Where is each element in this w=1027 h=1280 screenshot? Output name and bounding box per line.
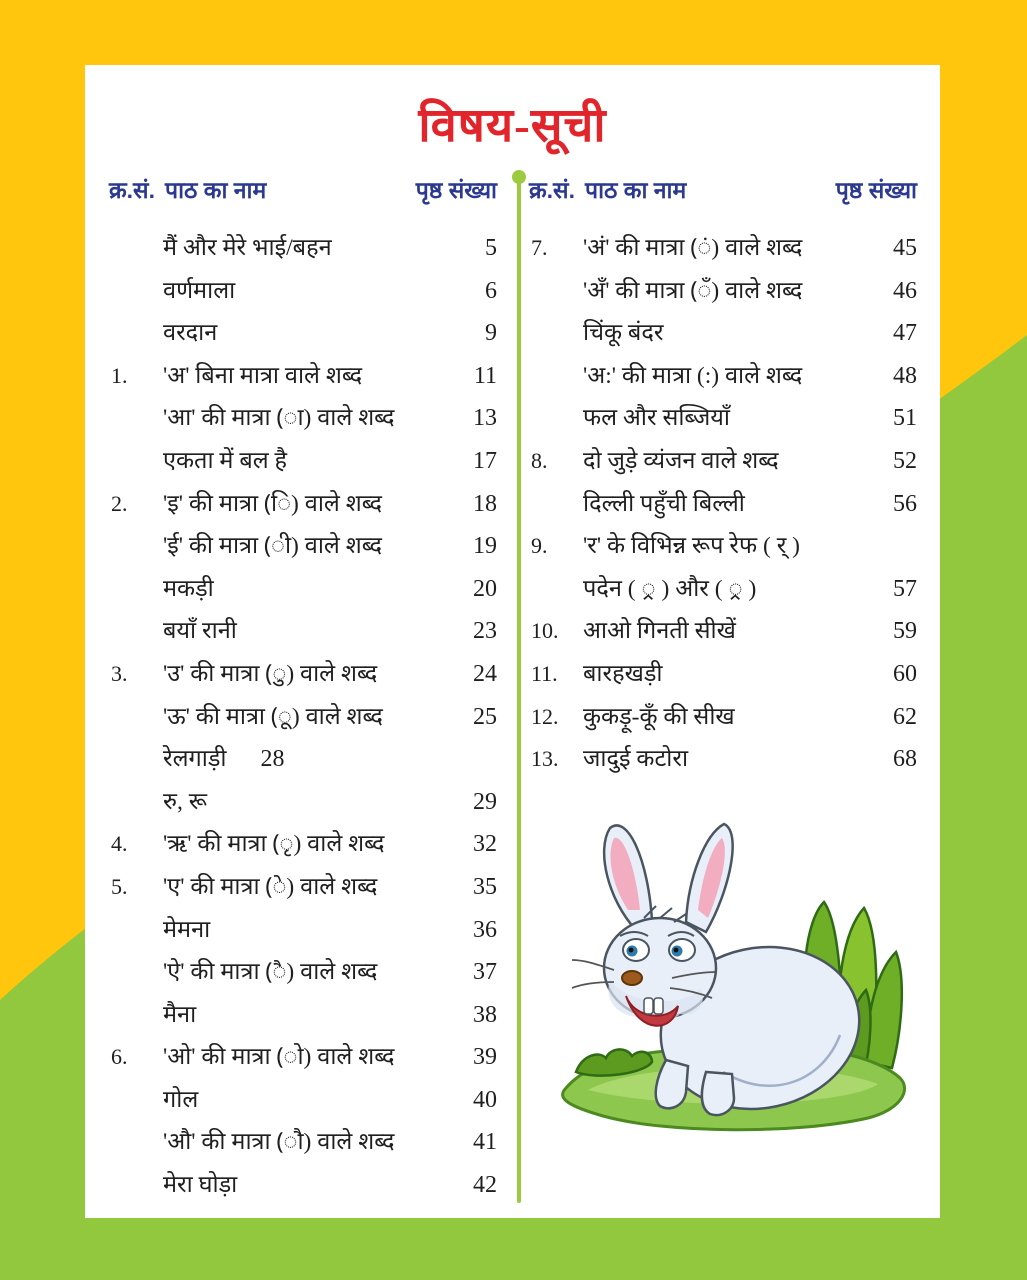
- page-number: 56: [893, 490, 917, 517]
- toc-row: [107, 355, 497, 398]
- lesson-title: मकड़ी: [163, 575, 214, 602]
- lesson-number: 13.: [531, 746, 559, 772]
- toc-row: [107, 994, 497, 1037]
- lesson-title: दिल्ली पहुँची बिल्ली: [583, 490, 745, 517]
- toc-row: [107, 483, 497, 526]
- toc-row: [107, 270, 497, 313]
- header-serial: क्र.सं.: [529, 177, 575, 203]
- header-serial: क्र.सं.: [109, 177, 155, 203]
- toc-row: [107, 823, 497, 866]
- lesson-title: 'ऊ' की मात्रा (ू) वाले शब्द: [163, 703, 383, 730]
- toc-row: [107, 525, 497, 568]
- lesson-title: दो जुड़े व्यंजन वाले शब्द: [583, 447, 779, 474]
- lesson-title: गोल: [163, 1086, 199, 1113]
- lesson-title: 'अ:' की मात्रा (:) वाले शब्द: [583, 362, 803, 389]
- page-number: 46: [893, 277, 917, 304]
- lesson-title: 'ऋ' की मात्रा (ृ) वाले शब्द: [163, 831, 385, 858]
- toc-column-left: [107, 173, 497, 1207]
- lesson-title: 'ए' की मात्रा (े) वाले शब्द: [163, 873, 378, 900]
- toc-row: [107, 781, 497, 824]
- page-number: 39: [473, 1044, 497, 1071]
- page-number: 60: [893, 660, 917, 687]
- lesson-title: बारहखड़ी: [583, 660, 663, 687]
- page-number: 40: [473, 1086, 497, 1113]
- page-number: 59: [893, 618, 917, 645]
- lesson-title: 'ऐ' की मात्रा (ै) वाले शब्द: [163, 959, 378, 986]
- lesson-title: रु, रू: [163, 788, 208, 815]
- toc-column-right: [527, 173, 917, 781]
- page-number: 51: [893, 405, 917, 432]
- page-number: 13: [473, 405, 497, 432]
- page-number: 5: [485, 235, 497, 261]
- lesson-title: आओ गिनती सीखें: [583, 618, 736, 645]
- lesson-number: 7.: [531, 235, 548, 260]
- lesson-number: 8.: [531, 447, 548, 473]
- lesson-title: मैना: [163, 1001, 197, 1028]
- lesson-title: 'अं' की मात्रा (ं) वाले शब्द: [583, 235, 803, 261]
- inline-page-number: 28: [260, 746, 285, 773]
- toc-row: [107, 866, 497, 909]
- lesson-title: जादुई कटोरा: [583, 746, 689, 773]
- toc-row: [107, 397, 497, 440]
- page-number: 36: [473, 916, 497, 943]
- page-number: 25: [473, 703, 497, 730]
- lesson-title: 'र' के विभिन्न रूप रेफ ( र् ): [583, 533, 801, 560]
- page-number: 52: [893, 447, 917, 474]
- toc-row: [527, 440, 917, 483]
- page-number: 18: [473, 490, 497, 517]
- column-divider: [517, 178, 521, 1203]
- page-number: 68: [893, 746, 917, 773]
- toc-row: [107, 1164, 497, 1207]
- lesson-title: मेरा घोड़ा: [163, 1172, 238, 1199]
- toc-row: [107, 909, 497, 952]
- toc-row: [527, 270, 917, 313]
- toc-row: [107, 1036, 497, 1079]
- page-number: 42: [473, 1172, 497, 1199]
- page-number: 37: [473, 959, 497, 986]
- page-number: 38: [473, 1001, 497, 1028]
- lesson-title: 'ई' की मात्रा (ी) वाले शब्द: [163, 533, 383, 560]
- lesson-title: 'इ' की मात्रा (ि) वाले शब्द: [163, 490, 383, 517]
- page-number: 62: [893, 703, 917, 730]
- toc-row: [527, 525, 917, 568]
- page-number: 41: [473, 1129, 497, 1156]
- toc-row: [107, 653, 497, 696]
- lesson-title: 'अँ' की मात्रा (ँ) वाले शब्द: [583, 277, 803, 304]
- page-number: 48: [893, 362, 917, 389]
- page-number: 23: [473, 618, 497, 645]
- toc-row: [527, 568, 917, 611]
- toc-rows: [107, 227, 497, 1207]
- lesson-number: 10.: [531, 618, 559, 644]
- page-number: 45: [893, 235, 917, 261]
- lesson-number: 11.: [531, 660, 558, 686]
- rabbit-nose: [622, 971, 642, 985]
- rabbit-ears: [604, 824, 733, 932]
- toc-row: [107, 568, 497, 611]
- lesson-title: पदेन ( ्र ) और ( ्र ): [583, 575, 757, 602]
- lesson-title: एकता में बल है: [163, 447, 288, 474]
- lesson-title: बयाँ रानी: [163, 618, 237, 645]
- toc-row: [527, 653, 917, 696]
- column-header: [527, 173, 917, 213]
- toc-row: [107, 610, 497, 653]
- toc-row: [107, 312, 497, 355]
- column-header: [107, 173, 497, 213]
- lesson-number: 6.: [111, 1044, 128, 1070]
- header-page-number: पृष्ठ संख्या: [835, 177, 917, 203]
- toc-row: [107, 1121, 497, 1164]
- lesson-title: 'अ' बिना मात्रा वाले शब्द: [163, 362, 363, 389]
- lesson-title: 'ओ' की मात्रा (ो) वाले शब्द: [163, 1044, 395, 1071]
- rabbit-illustration: [548, 810, 928, 1145]
- toc-row: [107, 1079, 497, 1122]
- header-lesson-name: पाठ का नाम: [585, 177, 687, 203]
- page-number: 19: [473, 533, 497, 560]
- toc-row: [527, 312, 917, 355]
- toc-row: [527, 227, 917, 270]
- page-number: 57: [893, 575, 917, 602]
- page-number: 20: [473, 575, 497, 602]
- lesson-title: मेमना: [163, 916, 211, 943]
- header-page-number: पृष्ठ संख्या: [415, 177, 497, 203]
- toc-rows: [527, 227, 917, 781]
- toc-row: [107, 440, 497, 483]
- lesson-title: 'उ' की मात्रा (ु) वाले शब्द: [163, 660, 378, 687]
- toc-row: [527, 610, 917, 653]
- toc-row: [107, 696, 497, 739]
- lesson-title: फल और सब्जियाँ: [583, 405, 731, 432]
- lesson-number: 9.: [531, 533, 548, 559]
- page-number: 11: [473, 362, 497, 389]
- page-number: 17: [473, 447, 497, 474]
- page-number: 29: [473, 788, 497, 815]
- page-number: 24: [473, 660, 497, 687]
- lesson-number: 1.: [111, 362, 128, 388]
- toc-row: [527, 397, 917, 440]
- page-number: 32: [473, 831, 497, 858]
- toc-row: [527, 483, 917, 526]
- lesson-number: 3.: [111, 660, 128, 686]
- lesson-title: चिंकू बंदर: [583, 320, 664, 347]
- toc-row: [107, 227, 497, 270]
- page-number: 47: [893, 320, 917, 347]
- lesson-title: 'आ' की मात्रा (ा) वाले शब्द: [163, 405, 395, 432]
- lesson-number: 4.: [111, 831, 128, 857]
- lesson-title: 'औ' की मात्रा (ौ) वाले शब्द: [163, 1129, 395, 1156]
- lesson-title: रेलगाड़ी 28: [163, 738, 445, 781]
- page-number: 6: [485, 277, 497, 304]
- lesson-number: 5.: [111, 873, 128, 899]
- toc-row: [527, 738, 917, 781]
- toc-row: [527, 696, 917, 739]
- toc-row: [527, 355, 917, 398]
- lesson-title: मैं और मेरे भाई/बहन: [163, 235, 332, 261]
- toc-row: [107, 951, 497, 994]
- lesson-title: वर्णमाला: [163, 277, 236, 304]
- header-lesson-name: पाठ का नाम: [165, 177, 267, 203]
- lesson-number: 2.: [111, 490, 128, 516]
- page-number: 9: [485, 320, 497, 347]
- lesson-number: 12.: [531, 703, 559, 729]
- lesson-title: कुकड़ू-कूँ की सीख: [583, 703, 735, 730]
- page-title: विषय-सूची: [418, 100, 607, 152]
- toc-row: [107, 738, 497, 781]
- page-number: 35: [473, 873, 497, 900]
- lesson-title: वरदान: [163, 320, 218, 347]
